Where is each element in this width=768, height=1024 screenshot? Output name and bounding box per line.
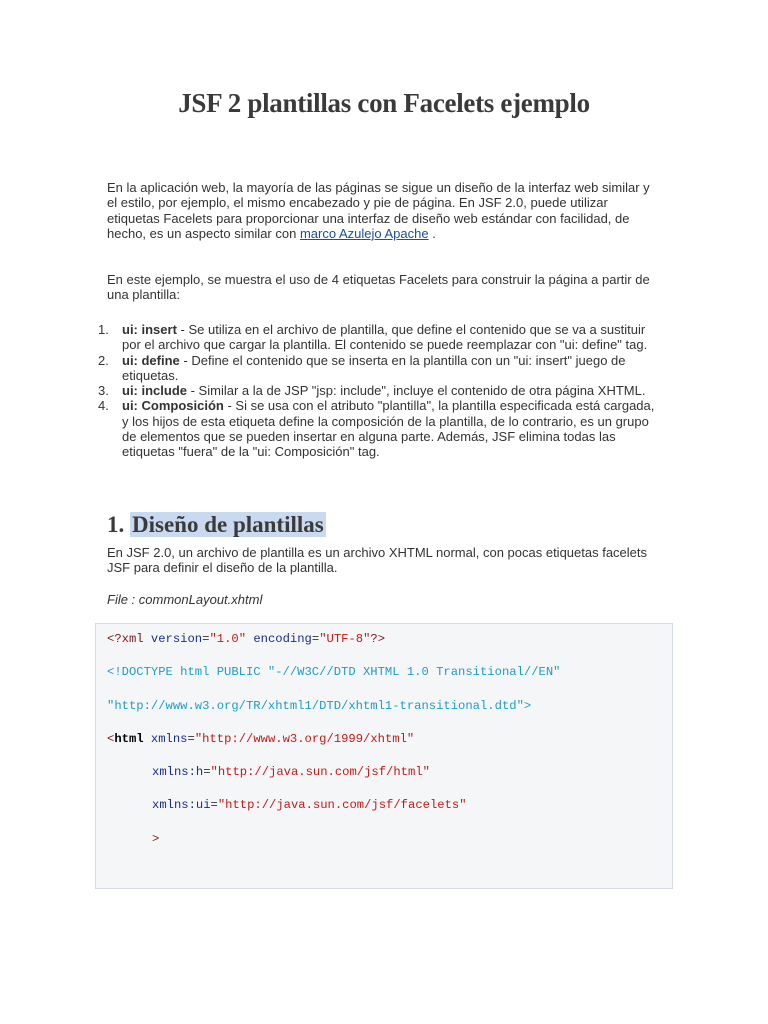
code-line: <?xml version="1.0" encoding="UTF-8"?> — [107, 632, 386, 646]
intro-paragraph — [107, 180, 663, 241]
code-line: <html xmlns="http://www.w3.org/1999/xhtml" — [107, 732, 415, 746]
code-token: <?xml — [107, 632, 144, 646]
list-item — [96, 383, 662, 398]
code-token: ?> — [370, 632, 386, 646]
code-token: "1.0" — [209, 632, 247, 646]
apache-tiles-link[interactable]: marco Azulejo Apache — [299, 225, 429, 241]
tag-name: ui: define — [122, 352, 180, 368]
list-item — [96, 353, 662, 384]
list-number: 3. — [98, 383, 109, 399]
tag-description: - Se utiliza en el archivo de plantilla, que define el contenido que se va a sustituir por el archivo que cargar la plantilla. El contenido se puede reemplazar con "ui: define" tag. — [122, 322, 648, 353]
code-token: xmlns:h — [152, 765, 204, 779]
section-paragraph: En JSF 2.0, un archivo de plantilla es un archivo XHTML normal, con pocas etiquetas facelets JSF para definir el diseño de la plantilla. — [107, 545, 648, 576]
code-token: "http://www.w3.org/1999/xhtml" — [194, 732, 415, 746]
code-token: version — [150, 632, 203, 646]
code-token: "http://java.sun.com/jsf/facelets" — [217, 798, 467, 812]
file-label: File : commonLayout.xhtml — [107, 592, 263, 607]
code-token: html — [114, 732, 144, 746]
example-intro-paragraph: En este ejemplo, se muestra el uso de 4 etiquetas Facelets para construir la página a partir de una plantilla: — [107, 272, 650, 303]
section-heading — [107, 512, 326, 538]
tag-name: ui: insert — [122, 322, 177, 337]
code-token: "UTF-8" — [319, 632, 371, 646]
tag-description: - Si se usa con el atributo "plantilla", la plantilla especificada está cargada, y los hijos de esta etiqueta define la composición de la plantilla, de lo contrario, es un grupo de elementos que se pueden insertar en alguna parte. Además, JSF elimina todas las etiquetas "fuera" de la "ui: Composición" tag. — [122, 398, 655, 460]
code-line-dtd: "http://www.w3.org/TR/xhtml1/DTD/xhtml1-transitional.dtd"> — [107, 699, 532, 713]
code-token: "http://java.sun.com/jsf/html" — [210, 765, 430, 779]
code-line: xmlns:h="http://java.sun.com/jsf/html" — [152, 765, 430, 779]
code-token: xmlns:ui — [152, 798, 211, 812]
tag-name: ui: Composición — [122, 398, 224, 414]
list-item — [96, 322, 662, 353]
code-token: xmlns — [150, 732, 188, 746]
section-number: 1. — [107, 512, 125, 537]
tag-description: - Similar a la de JSP "jsp: include", incluye el contenido de otra página XHTML. — [187, 383, 646, 399]
facelets-tags-list — [96, 322, 662, 460]
code-token: encoding — [253, 632, 312, 646]
list-number: 2. — [98, 352, 109, 368]
intro-text-end: . — [428, 225, 436, 241]
section-heading-text: Diseño de plantillas — [132, 512, 324, 537]
list-number: 4. — [98, 398, 109, 414]
tag-name: ui: include — [122, 383, 187, 399]
list-number: 1. — [98, 322, 109, 337]
code-block[interactable] — [95, 623, 673, 889]
intro-text: En la aplicación web, la mayoría de las páginas se sigue un diseño de la interfaz web similar y el estilo, por ejemplo, el mismo encabezado y pie de página. En JSF 2.0, puede utilizar etiquetas Facelets para proporcionar una interfaz de diseño web estándar con facilidad, de hecho, es un aspecto similar con — [107, 180, 650, 241]
page-title: JSF 2 plantillas con Facelets ejemplo — [178, 88, 590, 118]
code-line-close: > — [152, 832, 160, 846]
list-item — [96, 398, 662, 459]
code-line: xmlns:ui="http://java.sun.com/jsf/facelets" — [152, 798, 467, 812]
tag-description: - Define el contenido que se inserta en la plantilla con un "ui: insert" juego de etiquetas. — [122, 352, 626, 383]
code-line-doctype: <!DOCTYPE html PUBLIC "-//W3C//DTD XHTML 1.0 Transitional//EN" — [107, 665, 561, 679]
